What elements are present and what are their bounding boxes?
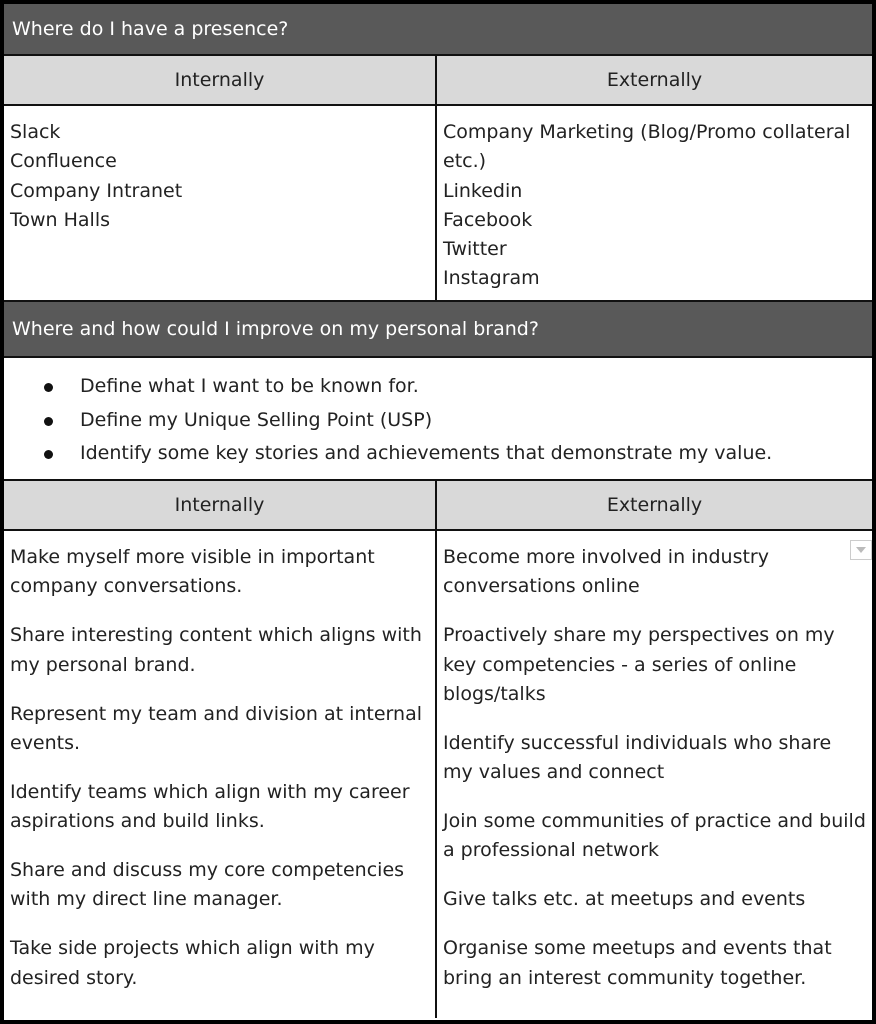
section-title-text: Where do I have a presence? [12,18,289,40]
section-title-text: Where and how could I improve on my personal brand? [12,318,539,340]
bullet-text: Define what I want to be known for. [80,375,419,397]
bullet-icon [44,383,53,392]
list-item: Share and discuss my core competencies with my direct line manager. [10,859,405,911]
document-table [4,4,872,1020]
cell-menu-button[interactable] [850,540,872,560]
internal-actions-cell [4,531,437,1018]
list-item: Linkedin [443,179,523,202]
improve-header-row [4,481,872,531]
bullet-icon [44,450,53,459]
external-presence-cell [437,106,872,302]
list-item: Identify teams which align with my career aspirations and build links. [10,780,410,833]
chevron-down-icon [855,546,867,554]
list-item: Company Marketing (Blog/Promo collateral etc.) [443,121,851,173]
list-item: Share interesting content which aligns with my personal brand. [10,624,422,676]
list-item: Company Intranet [10,179,183,202]
list-item: Give talks etc. at meetups and events [443,888,806,911]
section-title-improve [4,302,872,358]
list-item: Identify successful individuals who share my values and connect [443,731,832,784]
bullet-item [4,370,872,404]
improve-content-row [4,531,872,1018]
goals-bullet-list [4,358,872,481]
column-header-externally: Externally [437,56,872,106]
list-item: Make myself more visible in important company conversations. [10,546,375,598]
list-item: Take side projects which align with my desired story. [10,937,375,989]
list-item: Confluence [10,150,117,173]
section-title-presence [4,4,872,56]
bullet-icon [44,417,53,426]
list-item: Instagram [443,267,540,290]
presence-header-row [4,56,872,106]
column-header-externally: Externally [437,481,872,531]
list-item: Slack [10,121,61,143]
list-item: Town Halls [10,208,111,231]
list-item: Become more involved in industry conversations online [443,546,769,598]
column-header-internally: Internally [4,481,437,531]
list-item: Twitter [443,238,507,261]
list-item: Join some communities of practice and build a professional network [443,810,866,862]
list-item: Organise some meetups and events that bring an interest community together. [443,937,832,989]
bullet-text: Define my Unique Selling Point (USP) [80,408,433,431]
list-item: Facebook [443,208,533,231]
external-actions-cell [437,531,872,1018]
bullet-item [4,404,872,438]
list-item: Proactively share my perspectives on my key competencies - a series of online blogs/talks [443,624,835,705]
presence-content-row [4,106,872,302]
list-item: Represent my team and division at internal events. [10,702,422,754]
bullet-text: Identify some key stories and achievements that demonstrate my value. [80,442,773,465]
bullet-item [4,437,872,471]
column-header-internally: Internally [4,56,437,106]
internal-presence-cell [4,106,437,302]
